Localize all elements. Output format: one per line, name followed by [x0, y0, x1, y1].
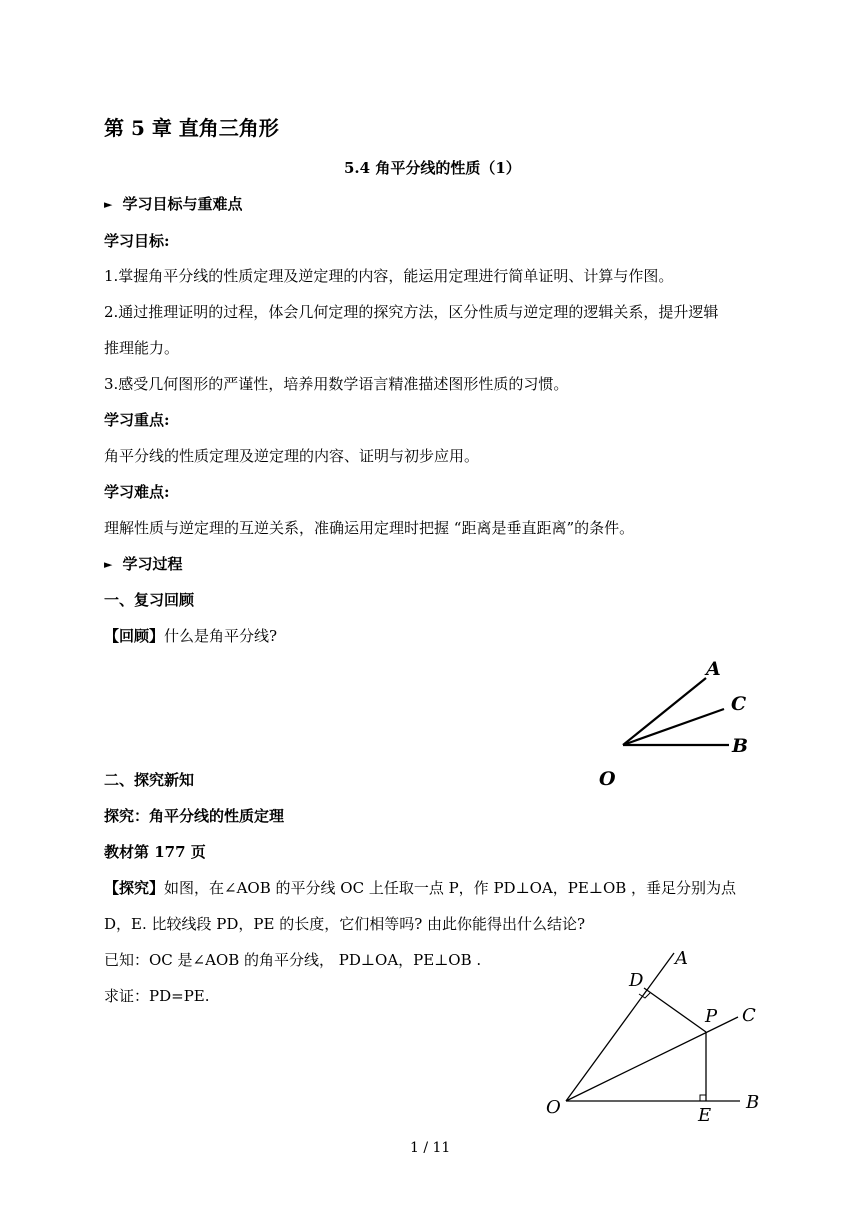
objective-2: 2.通过推理证明的过程，体会几何定理的探究方法，区分性质与逆定理的逻辑关系，提升逻辑 — [104, 303, 719, 321]
process-heading-row — [104, 554, 182, 576]
ray-oa — [623, 678, 706, 745]
review-question: 什么是角平分线? — [164, 627, 278, 645]
right-angle-mark-e — [700, 1095, 706, 1101]
section-title: 5.4 角平分线的性质（1） — [344, 159, 521, 177]
label-c: C — [731, 693, 747, 715]
angle-bisector-figure — [590, 650, 760, 790]
label-e: E — [698, 1105, 712, 1126]
label-d: D — [629, 970, 644, 991]
bullet-triangle-icon: ► — [104, 198, 113, 211]
process-heading: 学习过程 — [122, 555, 183, 573]
bisector-property-figure — [530, 940, 780, 1140]
goals-heading: 学习目标与重难点 — [122, 195, 243, 213]
review-heading: 一、复习回顾 — [104, 591, 195, 609]
label-o: O — [599, 768, 616, 790]
difficulty-label: 学习难点: — [104, 483, 170, 501]
key-text: 角平分线的性质定理及逆定理的内容、证明与初步应用。 — [104, 447, 480, 465]
review-line — [104, 626, 277, 646]
label-b: B — [732, 735, 749, 757]
objective-3: 3.感受几何图形的严谨性，培养用数学语言精准描述图形性质的习惯。 — [104, 375, 569, 393]
segment-pd — [644, 988, 706, 1032]
label-o: O — [546, 1097, 561, 1118]
explore-line-2: D，E. 比较线段 PD，PE 的长度，它们相等吗? 由此你能得出什么结论? — [104, 915, 586, 933]
objective-2-cont: 推理能力。 — [104, 339, 180, 357]
ray-oc — [566, 1017, 738, 1101]
explore-tag: 【探究】 — [104, 879, 165, 897]
ray-oc — [623, 709, 724, 745]
label-b: B — [746, 1092, 760, 1113]
key-label: 学习重点: — [104, 411, 170, 429]
explore-heading: 二、探究新知 — [104, 771, 195, 789]
goals-heading-row — [104, 194, 242, 216]
textbook-reference: 教材第 177 页 — [104, 843, 206, 861]
review-tag: 【回顾】 — [104, 627, 165, 645]
label-a: A — [706, 658, 721, 680]
ray-oa — [566, 953, 674, 1101]
objectives-label: 学习目标: — [104, 232, 170, 250]
given-text: 已知：OC 是∠AOB 的角平分线， PD⊥OA，PE⊥OB . — [104, 951, 482, 969]
chapter-title: 第 5 章 直角三角形 — [104, 116, 279, 140]
label-a: A — [675, 948, 688, 969]
page-number: 1 / 11 — [410, 1140, 451, 1156]
prove-text: 求证：PD=PE. — [104, 987, 210, 1005]
label-c: C — [742, 1005, 756, 1026]
difficulty-text: 理解性质与逆定理的互逆关系，准确运用定理时把握 “距离是垂直距离”的条件。 — [104, 519, 635, 537]
bullet-triangle-icon: ► — [104, 558, 113, 571]
explore-line-1 — [104, 878, 736, 898]
label-p: P — [705, 1006, 718, 1027]
explore-text-1: 如图，在∠AOB 的平分线 OC 上任取一点 P，作 PD⊥OA，PE⊥OB ，垂足分别为点 — [164, 879, 737, 897]
objective-1: 1.掌握角平分线的性质定理及逆定理的内容，能运用定理进行简单证明、计算与作图。 — [104, 267, 674, 285]
explore-subheading: 探究：角平分线的性质定理 — [104, 807, 285, 825]
